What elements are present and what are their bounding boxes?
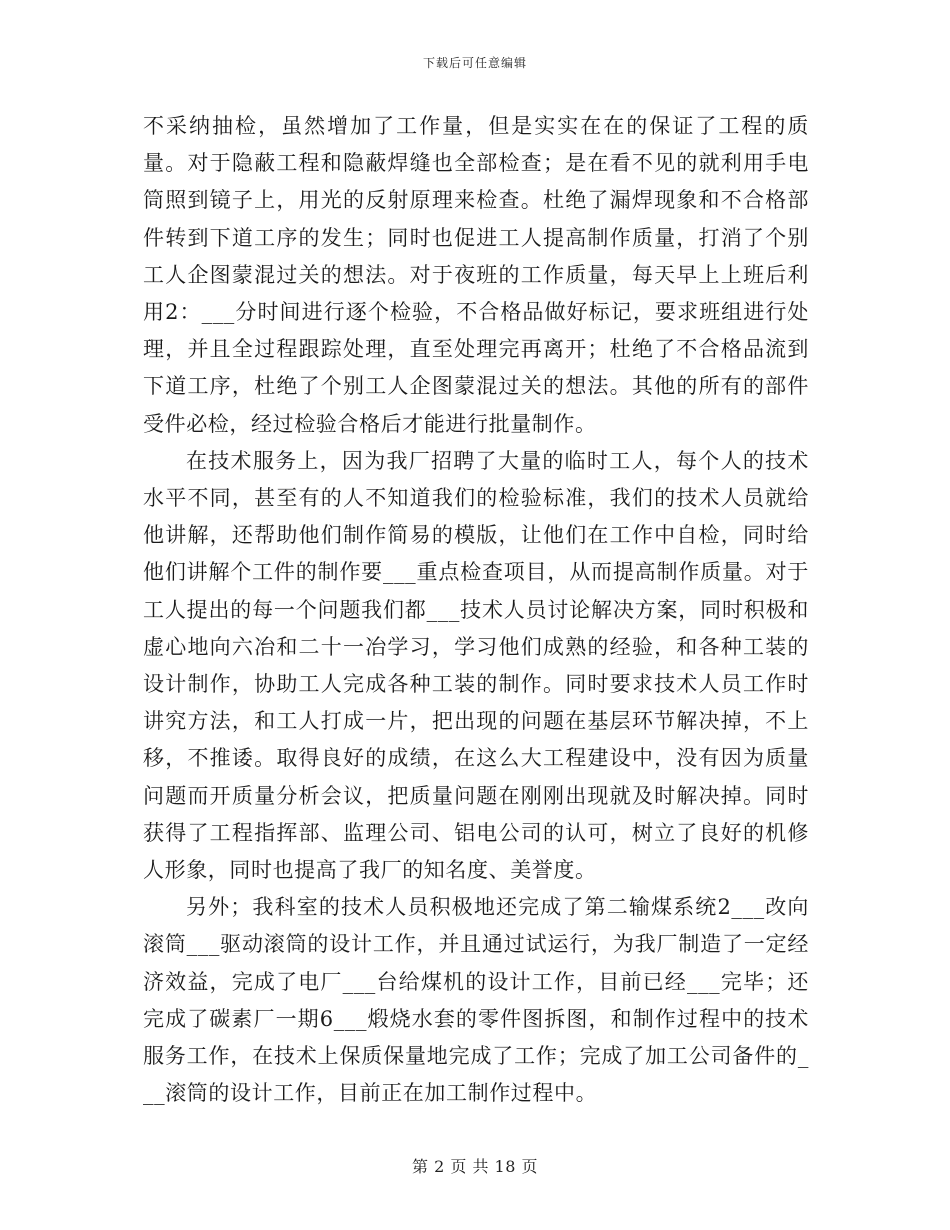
paragraph-quality-inspection: 不采纳抽检，虽然增加了工作量，但是实实在在的保证了工程的质量。对于隐蔽工程和隐蔽焊缝也全部检查；是在看不见的就利用手电筒照到镜子上，用光的反射原理来检查。杜绝了漏焊现象和不合格部件转到下道工序的发生；同时也促进工人提高制作质量，打消了个别工人企图蒙混过关的想法。对于夜班的工作质量，每天早上上班后利用2：___分时间进行逐个检验，不合格品做好标记，要求班组进行处理，并且全过程跟踪处理，直至处理完再离开；杜绝了不合格品流到下道工序，杜绝了个别工人企图蒙混过关的想法。其他的所有的部件受件必检，经过检验合格后才能进行批量制作。	[143, 114, 809, 436]
paragraph-technical-service: 在技术服务上，因为我厂招聘了大量的临时工人，每个人的技术水平不同，甚至有的人不知道我们的检验标准，我们的技术人员就给他讲解，还帮助他们制作简易的模版，让他们在工作中自检，同时给他们讲解个工件的制作要___重点检查项目，从而提高制作质量。对于工人提出的每一个问题我们都___技术人员讨论解决方案，同时积极和虚心地向六冶和二十一冶学习，学习他们成熟的经验，和各种工装的设计制作，协助工人完成各种工装的制作。同时要求技术人员工作时讲究方法，和工人打成一片，把出现的问题在基层环节解决掉，不上移，不推诿。取得良好的成绩，在这么大工程建设中，没有因为质量问题而开质量分析会议，把质量问题在刚刚出现就及时解决掉。同时获得了工程指挥部、监理公司、铝电公司的认可，树立了良好的机修人形象，同时也提高了我厂的知名度、美誉度。	[143, 448, 809, 883]
page-number: 第 2 页 共 18 页	[412, 1157, 538, 1176]
document-body	[143, 108, 809, 1112]
page-header-note: 下载后可任意编辑	[422, 56, 527, 70]
paragraph-additional-work: 另外；我科室的技术人员积极地还完成了第二输煤系统2___改向滚筒___驱动滚筒的设计工作，并且通过试运行，为我厂制造了一定经济效益，完成了电厂___台给煤机的设计工作，目前已经___完毕；还完成了碳素厂一期6___煅烧水套的零件图拆图，和制作过程中的技术服务工作，在技术上保质保量地完成了工作；完成了加工公司备件的___滚筒的设计工作，目前正在加工制作过程中。	[143, 895, 809, 1106]
